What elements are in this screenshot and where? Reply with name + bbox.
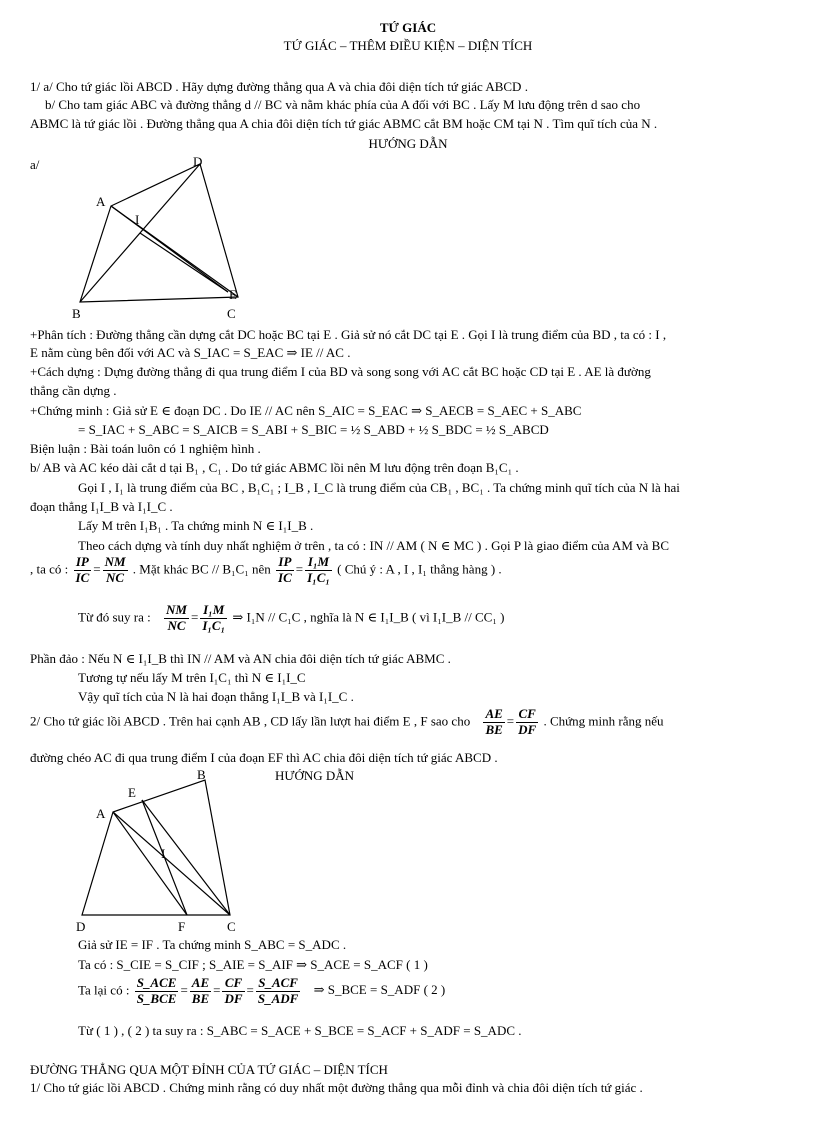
page-subtitle: TỨ GIÁC – THÊM ĐIỀU KIỆN – DIỆN TÍCH <box>283 38 533 53</box>
figure-quadrilateral-abcd-1 <box>70 152 250 322</box>
similarly-line: Tương tự nếu lấy M trên I₁C₁ thì N ∈ I₁I_C <box>78 670 306 685</box>
fraction-cf-df: $\frac{CF}{DF}$ <box>518 706 537 737</box>
fig1-label-d: D <box>193 154 203 169</box>
fraction-i1m-i1c1-2: $\frac{\text{I₁M}}{\text{I₁C₁}}$ <box>202 602 226 633</box>
fig1-label-b: B <box>72 306 81 321</box>
discussion: Biện luận : Bài toán luôn có 1 nghiệm hình . <box>30 441 261 456</box>
figure-quadrilateral-abcd-2 <box>70 765 250 935</box>
problem-2-line1: 2/ Cho tứ giác lồi ABCD . Trên hai cạnh AB , CD lấy lần lượt hai điểm E , F sao cho $\frac{AE}{BE}$ = $\frac{CF}{DF}$ . Chứng minh rằng nếu <box>30 706 664 737</box>
fraction-nm-nc-2: $\frac{NM}{NC}$ <box>166 602 187 633</box>
part-b-line6: , ta có : $\frac{IP}{IC}$ = $\frac{NM}{NC}$ . Mặt khác BC // B₁C₁ nên $\frac{IP}{IC}$ = $\frac{\text{I₁M}}{\text{I₁C₁}}$ ( Chú ý : A , I , I₁ thẳng hàng ) . <box>30 554 502 585</box>
page-title: TỨ GIÁC <box>379 20 437 35</box>
part-a-label: a/ <box>30 157 40 172</box>
problem-1a: 1/ a/ Cho tứ giác lồi ABCD . Hãy dựng đường thẳng qua A và chia đôi diện tích tứ giác ABCD . <box>30 79 528 94</box>
fig1-label-i: I <box>135 212 140 227</box>
proof-line2: = S_IAC + S_ABC = S_AICB = S_ABI + S_BIC = ½ S_ABD + ½ S_BDC = ½ S_ABCD <box>78 422 549 437</box>
fig2-label-c: C <box>227 919 236 934</box>
fig1-line-ie <box>140 233 228 292</box>
fraction-i1m-i1c1: $\frac{\text{I₁M}}{\text{I₁C₁}}$ <box>307 554 330 585</box>
fig2-label-d: D <box>76 919 86 934</box>
fig1-label-a: A <box>96 194 106 209</box>
fig2-label-a: A <box>96 806 106 821</box>
part-b-line3: đoạn thẳng I₁I_B và I₁I_C . <box>30 499 173 514</box>
fraction-sacf-sadf: S_ACF S_ADF <box>257 975 299 1006</box>
part-b-line6-post: ( Chú ý : A , I , I₁ thẳng hàng ) . <box>337 561 502 577</box>
construction-line2: thẳng cần dựng . <box>30 383 117 398</box>
guide2-line4: Từ ( 1 ) , ( 2 ) ta suy ra : S_ABC = S_ACE + S_BCE = S_ACF + S_ADF = S_ADC . <box>78 1023 522 1038</box>
analysis-line1: +Phân tích : Đường thẳng cần dựng cắt DC hoặc BC tại E . Giả sử nó cắt DC tại E . Gọi I là trung điểm của BD , ta có : I , <box>30 327 667 342</box>
guide-heading-1: HƯỚNG DẪN <box>368 136 448 151</box>
fig2-segment-ec <box>142 800 230 915</box>
converse-line: Phần đảo : Nếu N ∈ I₁I_B thì IN // AM và AN chia đôi diện tích tứ giác ABMC . <box>30 651 451 666</box>
fig2-label-e: E <box>128 785 136 800</box>
fraction-ip-ic-2: $\frac{IP}{IC}$ <box>278 554 292 585</box>
fig2-label-i: I <box>161 846 166 861</box>
part-b-line4: Lấy M trên I₁B₁ . Ta chứng minh N ∈ I₁I_B . <box>78 518 314 533</box>
part-b-line6-mid: . Mặt khác BC // B₁C₁ nên <box>132 561 271 577</box>
fraction-ip-ic: $\frac{IP}{IC}$ <box>75 554 90 585</box>
guide2-line1: Giả sử IE = IF . Ta chứng minh S_ABC = S_ADC . <box>78 937 347 952</box>
guide2-line2: Ta có : S_CIE = S_CIF ; S_AIE = S_AIF ⇒ S_ACE = S_ACF ( 1 ) <box>78 957 428 972</box>
part-b-line1: b/ AB và AC kéo dài cắt d tại B₁ , C₁ . Do tứ giác ABMC lồi nên M lưu động trên đoạn B₁C₁ . <box>30 460 519 475</box>
fig2-label-b: B <box>197 767 206 782</box>
guide2-line3: Ta lại có : S_ACE S_BCE = $\frac{AE}{BE}$ = $\frac{CF}{DF}$ = S_ACF S_ADF ⇒ S_BCE = S_ADF ( 2 ) <box>78 975 446 1006</box>
guide-heading-2: HƯỚNG DẪN <box>275 768 355 783</box>
section-2-problem-1: 1/ Cho tứ giác lồi ABCD . Chứng minh rằng có duy nhất một đường thẳng qua mỗi đỉnh và chia đôi diện tích tứ giác . <box>30 1080 643 1095</box>
problem-1b-line2: ABMC là tứ giác lồi . Đường thẳng qua A chia đôi diện tích tứ giác ABMC cắt BM hoặc CM tại N . Tìm quĩ tích của N . <box>30 116 658 131</box>
analysis-line2: E nằm cùng bên đối với AC và S_IAC = S_EAC ⇒ IE // AC . <box>30 345 351 360</box>
fig1-label-e: E <box>229 287 237 302</box>
construction-line1: +Cách dựng : Dựng đường thẳng đi qua trung điểm I của BD và song song với AC cắt BC hoặc CD tại E . AE là đường <box>30 364 651 379</box>
fig2-label-f: F <box>178 919 186 934</box>
proof-line1: +Chứng minh : Giả sử E ∈ đoạn DC . Do IE // AC nên S_AIC = S_EAC ⇒ S_AECB = S_AEC + S_ABC <box>30 403 582 418</box>
fraction-cf-df-2: $\frac{CF}{DF}$ <box>224 975 243 1006</box>
problem-2-line2: đường chéo AC đi qua trung điểm I của đoạn EF thì AC chia đôi diện tích tứ giác ABCD . <box>30 750 498 765</box>
part-b-line5: Theo cách dựng và tính duy nhất nghiệm ở trên , ta có : IN // AM ( N ∈ MC ) . Gọi P là giao điểm của AM và BC <box>78 538 669 553</box>
part-b-line2: Gọi I , I₁ là trung điểm của BC , B₁C₁ ; I_B , I_C là trung điểm của CB₁ , BC₁ . Ta chứng minh quĩ tích của N là hai <box>78 480 680 495</box>
problem-1b-line1: b/ Cho tam giác ABC và đường thẳng d // BC và nằm khác phía của A đối với BC . Lấy M lưu động trên d sao cho <box>45 97 641 112</box>
conclusion-line: Vậy quĩ tích của N là hai đoạn thẳng I₁I_B và I₁I_C . <box>78 689 354 704</box>
fig1-line-ae <box>111 206 228 292</box>
part-b-line6-pre: , ta có : <box>30 561 69 577</box>
fraction-sace-sbce: S_ACE S_BCE <box>136 975 177 1006</box>
part-b-line7: Từ đó suy ra : $\frac{NM}{NC}$ = $\frac{\text{I₁M}}{\text{I₁C₁}}$ ⇒ I₁N // C₁C , nghĩa là N ∈ I₁I_B ( vì I₁I_B // CC₁ ) <box>78 602 505 633</box>
fraction-ae-be-2: $\frac{AE}{BE}$ <box>191 975 210 1006</box>
fraction-ae-be: $\frac{AE}{BE}$ <box>485 706 503 737</box>
fig2-segment-af <box>113 812 187 915</box>
fig2-diagonal-ac <box>113 812 230 915</box>
section-2-heading: ĐƯỜNG THẲNG QUA MỘT ĐỈNH CỦA TỨ GIÁC – DIỆN TÍCH <box>30 1062 388 1077</box>
fig1-label-c: C <box>227 306 236 321</box>
fraction-nm-nc: $\frac{NM}{NC}$ <box>104 554 126 585</box>
